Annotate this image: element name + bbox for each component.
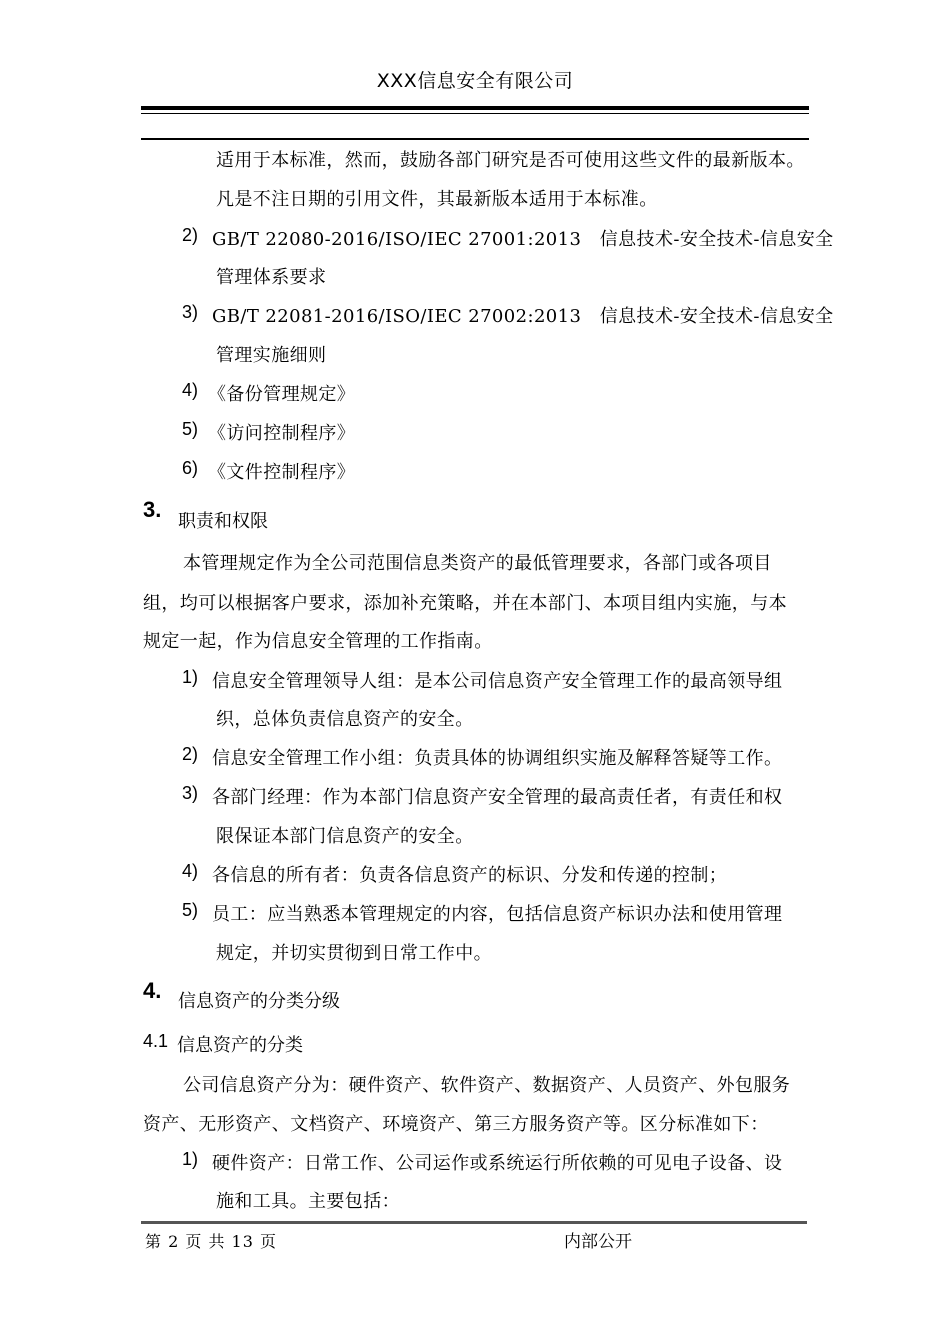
header-rule-thin bbox=[141, 113, 809, 114]
list-item-text: 硬件资产：日常工作、公司运作或系统运行所依赖的可见电子设备、设 bbox=[212, 1153, 783, 1174]
subsection-title: 信息资产的分类 bbox=[177, 1035, 303, 1056]
list-item-text: 各部门经理：作为本部门信息资产安全管理的最高责任者，有责任和权 bbox=[212, 787, 783, 808]
page-number: 第 2 页 共 13 页 bbox=[145, 1232, 277, 1251]
list-number: 5) bbox=[182, 900, 199, 920]
list-item-text: GB/T 22080-2016/ISO/IEC 27001:2013 信息技术-安全技术-信息安全 bbox=[212, 229, 834, 250]
list-number: 4) bbox=[182, 861, 199, 881]
paragraph-line: 适用于本标准，然而，鼓励各部门研究是否可使用这些文件的最新版本。 bbox=[216, 150, 805, 171]
paragraph-line: 凡是不注日期的引用文件，其最新版本适用于本标准。 bbox=[216, 189, 658, 210]
list-number: 4) bbox=[182, 380, 199, 400]
footer-rule bbox=[141, 1221, 807, 1224]
list-item-text: GB/T 22081-2016/ISO/IEC 27002:2013 信息技术-安全技术-信息安全 bbox=[212, 306, 834, 327]
list-item-text: 管理实施细则 bbox=[216, 345, 327, 366]
list-number: 6) bbox=[182, 458, 199, 478]
paragraph-line: 公司信息资产分为：硬件资产、软件资产、数据资产、人员资产、外包服务 bbox=[183, 1075, 791, 1096]
section-number: 3. bbox=[143, 497, 162, 522]
list-number: 3) bbox=[182, 783, 199, 803]
list-number: 3) bbox=[182, 302, 199, 322]
company-name: XXX信息安全有限公司 bbox=[376, 70, 574, 92]
list-item-text: 限保证本部门信息资产的安全。 bbox=[216, 826, 474, 847]
list-number: 2) bbox=[182, 744, 199, 764]
list-number: 5) bbox=[182, 419, 199, 439]
list-number: 2) bbox=[182, 225, 199, 245]
paragraph-line: 本管理规定作为全公司范围信息类资产的最低管理要求，各部门或各项目 bbox=[183, 553, 772, 574]
list-item-text: 《访问控制程序》 bbox=[208, 423, 356, 444]
list-item-text: 织，总体负责信息资产的安全。 bbox=[216, 709, 474, 730]
list-item-text: 施和工具。主要包括： bbox=[216, 1191, 400, 1212]
list-item-text: 信息安全管理工作小组：负责具体的协调组织实施及解释答疑等工作。 bbox=[212, 748, 783, 769]
list-item-text: 员工：应当熟悉本管理规定的内容，包括信息资产标识办法和使用管理 bbox=[212, 904, 783, 925]
paragraph-line: 组，均可以根据客户要求，添加补充策略，并在本部门、本项目组内实施，与本 bbox=[143, 593, 787, 614]
classification-label: 内部公开 bbox=[564, 1232, 632, 1251]
list-item-text: 各信息的所有者：负责各信息资产的标识、分发和传递的控制； bbox=[212, 865, 728, 886]
paragraph-line: 资产、无形资产、文档资产、环境资产、第三方服务资产等。区分标准如下： bbox=[143, 1114, 769, 1135]
header-rule-thick bbox=[141, 106, 809, 110]
list-number: 1) bbox=[182, 667, 199, 687]
paragraph-line: 规定一起，作为信息安全管理的工作指南。 bbox=[143, 631, 493, 652]
list-item-text: 《文件控制程序》 bbox=[208, 462, 356, 483]
header-rule-bottom bbox=[141, 138, 809, 140]
section-title: 信息资产的分类分级 bbox=[178, 991, 340, 1012]
section-title: 职责和权限 bbox=[178, 511, 268, 532]
list-item-text: 信息安全管理领导人组：是本公司信息资产安全管理工作的最高领导组 bbox=[212, 671, 783, 692]
list-item-text: 规定，并切实贯彻到日常工作中。 bbox=[216, 943, 492, 964]
list-item-text: 管理体系要求 bbox=[216, 267, 327, 288]
section-number: 4. bbox=[143, 978, 162, 1003]
list-number: 1) bbox=[182, 1149, 199, 1169]
subsection-number: 4.1 bbox=[143, 1031, 169, 1051]
list-item-text: 《备份管理规定》 bbox=[208, 384, 356, 405]
